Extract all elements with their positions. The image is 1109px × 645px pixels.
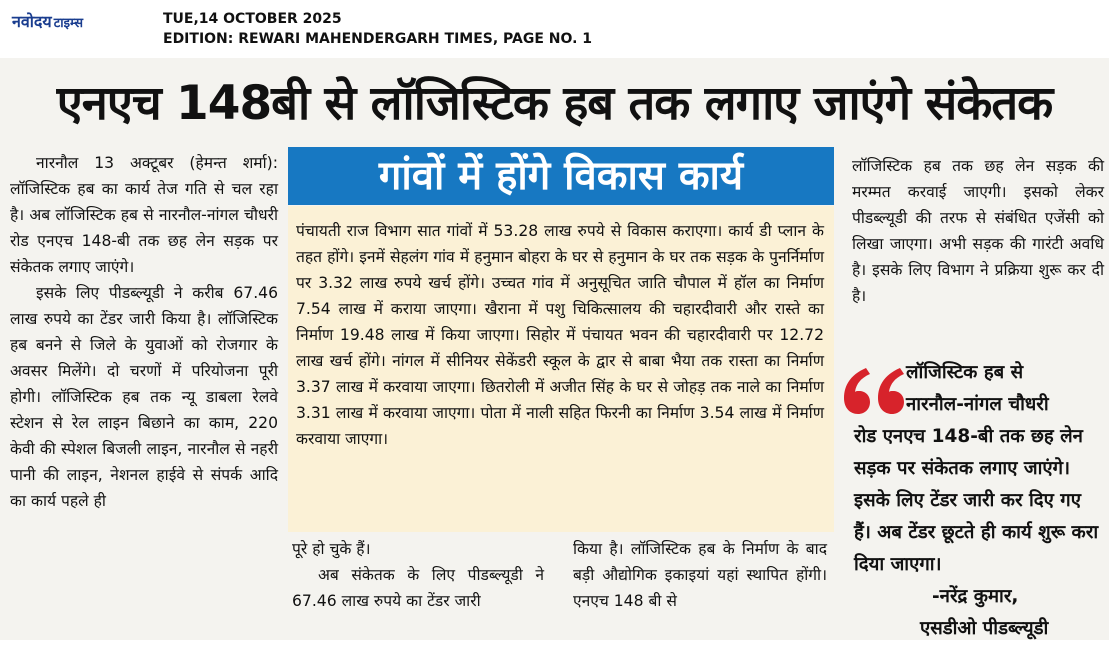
article-column-1	[10, 150, 278, 514]
article-column-3	[573, 536, 827, 614]
box-text: पंचायती राज विभाग सात गांवों में 53.28 लाख रुपये से विकास कराएगा। कार्य डी प्लान के तहत होंगे। इनमें सेहलंग गांव में हनुमान बोहरा के घर से हनुमान के घर तक सड़क के पुनर्निर्माण पर 3.32 लाख रुपये खर्च होंगे। उच्चत गांव में अनुसूचित जाति चौपाल में हॉल का निर्माण 7.54 लाख में कराया जाएगा। खैराना में पशु चिकित्सालय की चहारदीवारी और रास्ते का निर्माण 19.48 लाख में किया जाएगा। सिहोर में पंचायत भवन की चहारदीवारी पर 12.72 लाख खर्च होंगे। नांगल में सीनियर सेकेंडरी स्कूल के द्वार से बाबा भैया तक रास्ता का निर्माण 3.37 लाख में करवाया जाएगा। छितरोली में अजीत सिंह के घर से जोहड़ तक नाले का निर्माण 3.31 लाख में करवाया जाएगा। पोता में नाली सहित फिरनी का निर्माण 3.54 लाख में निर्माण करवाया जाएगा।	[296, 222, 824, 448]
official-quote	[854, 357, 1104, 645]
village-development-box	[288, 206, 834, 532]
quote-body: रोड एनएच 148-बी तक छह लेन सड़क पर संकेतक लगाए जाएंगे। इसके लिए टेंडर जारी कर दिए गए हैं। अब टेंडर छूटते ही कार्य शुरू करा दिया जाएगा।	[854, 426, 1099, 575]
newspaper-logo	[12, 10, 83, 32]
column-1-paragraph-2: इसके लिए पीडब्ल्यूडी ने करीब 67.46 लाख रुपये का टेंडर जारी किया है। लॉजिस्टिक हब बनने से जिले के युवाओं को रोजगार के अवसर मिलेंगे। दो चरणों में परियोजना पूरी होगी। लॉजिस्टिक हब तक न्यू डाबला रेलवे स्टेशन से रेल लाइन बिछाने का काम, 220 केवी की स्पेशल बिजली लाइन, नारनौल से नहरी पानी की लाइन, नेशनल हाईवे से संपर्क आदि का कार्य पहले ही	[10, 284, 278, 510]
edition-date: TUE,14 OCTOBER 2025	[163, 11, 342, 27]
quote-line-2: नारनौल-नांगल चौधरी	[906, 394, 1049, 415]
column-2-paragraph-1: पूरे हो चुके हैं।	[292, 540, 371, 558]
column-1-paragraph-1: नारनौल 13 अक्टूबर (हेमन्त शर्मा): लॉजिस्टिक हब का कार्य तेज गति से चल रहा है। अब लॉजिस्टिक हब से नारनौल-नांगल चौधरी रोड एनएच 148-बी तक छह लेन सड़क पर संकेतक लगाए जाएंगे।	[10, 154, 278, 276]
article-column-4	[852, 153, 1104, 309]
edition-info: EDITION: REWARI MAHENDERGARH TIMES, PAGE NO. 1	[163, 31, 593, 47]
edition-header	[0, 0, 1109, 58]
logo-main: नवोदय	[12, 12, 52, 31]
headline: एनएच 148बी से लॉजिस्टिक हब तक लगाए जाएंगे संकेतक	[56, 76, 1053, 131]
quote-designation: एसडीओ पीडब्ल्यूडी	[920, 618, 1049, 639]
box-subheading: गांवों में होंगे विकास कार्य	[288, 147, 834, 205]
column-2-paragraph-2: अब संकेतक के लिए पीडब्ल्यूडी ने 67.46 लाख रुपये का टेंडर जारी	[292, 566, 544, 610]
article-column-2	[292, 536, 544, 614]
quote-name: -नरेंद्र कुमार,	[932, 586, 1019, 607]
edition-meta	[163, 9, 592, 49]
column-3-paragraph-1: किया है। लॉजिस्टिक हब के निर्माण के बाद बड़ी औद्योगिक इकाइयां यहां स्थापित होंगी। एनएच 148 बी से	[573, 540, 827, 610]
quote-line-1: लॉजिस्टिक हब से	[906, 362, 1024, 383]
logo-sub: टाइम्स	[53, 16, 84, 31]
column-4-paragraph-1: लॉजिस्टिक हब तक छह लेन सड़क की मरम्मत करवाई जाएगी। इसको लेकर पीडब्ल्यूडी की तरफ से संबंधित एजेंसी को लिखा जाएगा। अभी सड़क की गारंटी अवधि है। इसके लिए विभाग ने प्रक्रिया शुरू कर दी है।	[852, 157, 1104, 305]
